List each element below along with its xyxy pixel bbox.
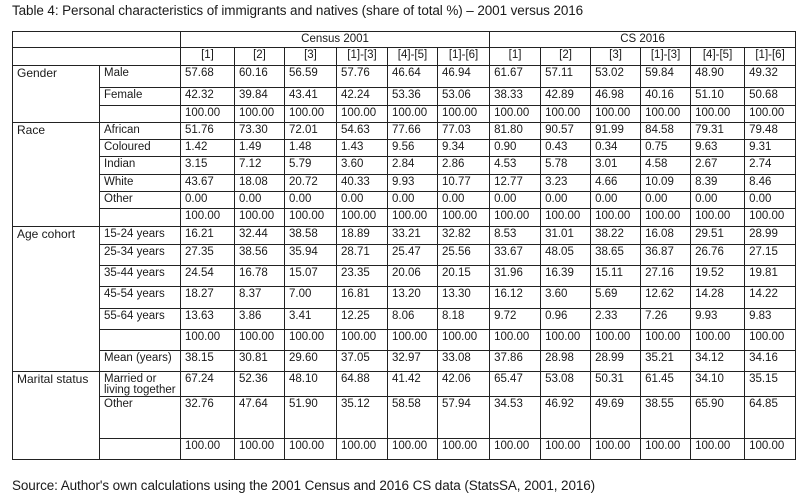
value-cell: 40.33 — [337, 175, 388, 192]
row-label: 55-64 years — [100, 309, 181, 330]
value-cell: 16.12 — [490, 287, 541, 309]
value-cell: 31.01 — [541, 227, 591, 245]
value-cell: 5.78 — [541, 157, 591, 175]
value-cell: 12.25 — [337, 309, 388, 330]
value-cell: 57.94 — [438, 397, 490, 439]
value-cell: 64.85 — [745, 397, 796, 439]
value-cell: 16.78 — [235, 266, 285, 287]
value-cell: 2.84 — [388, 157, 438, 175]
value-cell: 13.63 — [181, 309, 235, 330]
value-cell: 48.90 — [691, 66, 745, 88]
value-cell: 36.87 — [641, 245, 691, 266]
value-cell: 100.00 — [438, 439, 490, 460]
value-cell: 100.00 — [337, 209, 388, 227]
value-cell: 100.00 — [235, 330, 285, 351]
value-cell: 16.21 — [181, 227, 235, 245]
value-cell: 100.00 — [541, 330, 591, 351]
column-header: [1]-[6] — [745, 48, 796, 66]
value-cell: 2.33 — [591, 309, 641, 330]
value-cell: 77.03 — [438, 123, 490, 140]
value-cell: 33.08 — [438, 351, 490, 372]
value-cell: 12.77 — [490, 175, 541, 192]
column-header: [2] — [541, 48, 591, 66]
value-cell: 100.00 — [181, 439, 235, 460]
table-row — [13, 287, 796, 309]
table-row — [13, 372, 796, 397]
value-cell: 47.64 — [235, 397, 285, 439]
value-cell: 0.00 — [285, 192, 337, 209]
value-cell: 59.84 — [641, 66, 691, 88]
value-cell: 43.41 — [285, 88, 337, 106]
value-cell: 38.22 — [591, 227, 641, 245]
column-header: [4]-[5] — [691, 48, 745, 66]
value-cell: 100.00 — [181, 209, 235, 227]
value-cell: 57.11 — [541, 66, 591, 88]
value-cell: 25.56 — [438, 245, 490, 266]
value-cell: 38.33 — [490, 88, 541, 106]
value-cell: 9.56 — [388, 140, 438, 157]
value-cell: 100.00 — [541, 209, 591, 227]
value-cell: 100.00 — [641, 106, 691, 123]
value-cell: 0.00 — [337, 192, 388, 209]
value-cell: 100.00 — [235, 209, 285, 227]
value-cell: 9.34 — [438, 140, 490, 157]
row-label: Other — [100, 192, 181, 209]
value-cell: 100.00 — [285, 439, 337, 460]
value-cell: 26.76 — [691, 245, 745, 266]
value-cell: 25.47 — [388, 245, 438, 266]
value-cell: 29.60 — [285, 351, 337, 372]
value-cell: 100.00 — [691, 209, 745, 227]
value-cell: 79.31 — [691, 123, 745, 140]
row-label: African — [100, 123, 181, 140]
value-cell: 0.34 — [591, 140, 641, 157]
value-cell: 9.72 — [490, 309, 541, 330]
category-cell: Age cohort — [13, 227, 100, 372]
value-cell: 32.82 — [438, 227, 490, 245]
row-label: 25-34 years — [100, 245, 181, 266]
value-cell: 72.01 — [285, 123, 337, 140]
value-cell: 38.15 — [181, 351, 235, 372]
category-cell: Gender — [13, 66, 100, 123]
value-cell: 61.45 — [641, 372, 691, 397]
group-cs-2016: CS 2016 — [490, 32, 796, 48]
value-cell: 8.37 — [235, 287, 285, 309]
value-cell: 35.21 — [641, 351, 691, 372]
source-note: Source: Author's own calculations using the 2001 Census and 2016 CS data (StatsSA, 2001, 2016) — [12, 478, 596, 493]
value-cell: 42.32 — [181, 88, 235, 106]
value-cell: 32.44 — [235, 227, 285, 245]
value-cell: 100.00 — [388, 330, 438, 351]
row-label: 15-24 years — [100, 227, 181, 245]
value-cell: 3.41 — [285, 309, 337, 330]
row-label: White — [100, 175, 181, 192]
value-cell: 27.35 — [181, 245, 235, 266]
value-cell: 3.23 — [541, 175, 591, 192]
value-cell: 100.00 — [541, 439, 591, 460]
value-cell: 100.00 — [745, 439, 796, 460]
column-header: [1]-[6] — [438, 48, 490, 66]
value-cell: 0.00 — [691, 192, 745, 209]
value-cell: 0.00 — [541, 192, 591, 209]
value-cell: 100.00 — [181, 330, 235, 351]
value-cell: 15.11 — [591, 266, 641, 287]
value-cell: 38.56 — [235, 245, 285, 266]
table-row — [13, 157, 796, 175]
value-cell: 7.26 — [641, 309, 691, 330]
value-cell: 100.00 — [691, 330, 745, 351]
table-row — [13, 266, 796, 287]
table-row — [13, 227, 796, 245]
value-cell: 100.00 — [641, 439, 691, 460]
value-cell: 20.06 — [388, 266, 438, 287]
value-cell: 28.99 — [745, 227, 796, 245]
value-cell: 33.67 — [490, 245, 541, 266]
value-cell: 0.00 — [235, 192, 285, 209]
value-cell: 100.00 — [745, 209, 796, 227]
value-cell: 41.42 — [388, 372, 438, 397]
value-cell: 18.08 — [235, 175, 285, 192]
value-cell: 100.00 — [438, 209, 490, 227]
value-cell: 32.76 — [181, 397, 235, 439]
value-cell: 100.00 — [388, 209, 438, 227]
value-cell: 39.84 — [235, 88, 285, 106]
category-cell: Race — [13, 123, 100, 227]
value-cell: 8.53 — [490, 227, 541, 245]
value-cell: 16.08 — [641, 227, 691, 245]
table-row — [13, 245, 796, 266]
value-cell: 5.69 — [591, 287, 641, 309]
value-cell: 28.71 — [337, 245, 388, 266]
value-cell: 10.09 — [641, 175, 691, 192]
value-cell: 51.76 — [181, 123, 235, 140]
value-cell: 28.98 — [541, 351, 591, 372]
value-cell: 53.36 — [388, 88, 438, 106]
value-cell: 0.00 — [438, 192, 490, 209]
table-title: Table 4: Personal characteristics of immigrants and natives (share of total %) – 2001 versus 2016 — [12, 3, 584, 18]
value-cell: 91.99 — [591, 123, 641, 140]
value-cell: 18.27 — [181, 287, 235, 309]
value-cell: 34.16 — [745, 351, 796, 372]
value-cell: 100.00 — [337, 330, 388, 351]
value-cell: 46.64 — [388, 66, 438, 88]
table-row — [13, 397, 796, 439]
row-label: Mean (years) — [100, 351, 181, 372]
value-cell: 2.67 — [691, 157, 745, 175]
value-cell: 100.00 — [641, 330, 691, 351]
value-cell: 64.88 — [337, 372, 388, 397]
value-cell: 28.99 — [591, 351, 641, 372]
value-cell: 100.00 — [745, 330, 796, 351]
value-cell: 14.28 — [691, 287, 745, 309]
value-cell: 51.10 — [691, 88, 745, 106]
value-cell: 100.00 — [285, 106, 337, 123]
value-cell: 49.69 — [591, 397, 641, 439]
value-cell: 0.00 — [490, 192, 541, 209]
table-row — [13, 140, 796, 157]
value-cell: 3.60 — [337, 157, 388, 175]
value-cell: 0.00 — [181, 192, 235, 209]
value-cell: 2.74 — [745, 157, 796, 175]
value-cell: 73.30 — [235, 123, 285, 140]
group-census-2001: Census 2001 — [181, 32, 490, 48]
row-label: 35-44 years — [100, 266, 181, 287]
value-cell: 100.00 — [591, 439, 641, 460]
row-label — [100, 439, 181, 460]
value-cell: 0.90 — [490, 140, 541, 157]
value-cell: 60.16 — [235, 66, 285, 88]
value-cell: 100.00 — [641, 209, 691, 227]
value-cell: 58.58 — [388, 397, 438, 439]
value-cell: 27.16 — [641, 266, 691, 287]
value-cell: 4.58 — [641, 157, 691, 175]
value-cell: 1.49 — [235, 140, 285, 157]
value-cell: 13.20 — [388, 287, 438, 309]
value-cell: 56.59 — [285, 66, 337, 88]
value-cell: 100.00 — [490, 439, 541, 460]
value-cell: 3.60 — [541, 287, 591, 309]
group-header-row — [13, 32, 796, 48]
column-header: [4]-[5] — [388, 48, 438, 66]
value-cell: 57.68 — [181, 66, 235, 88]
value-cell: 50.68 — [745, 88, 796, 106]
value-cell: 90.57 — [541, 123, 591, 140]
table-row — [13, 192, 796, 209]
value-cell: 0.43 — [541, 140, 591, 157]
value-cell: 46.98 — [591, 88, 641, 106]
value-cell: 32.97 — [388, 351, 438, 372]
value-cell: 3.86 — [235, 309, 285, 330]
value-cell: 61.67 — [490, 66, 541, 88]
row-label: Indian — [100, 157, 181, 175]
table-row — [13, 175, 796, 192]
value-cell: 46.94 — [438, 66, 490, 88]
value-cell: 100.00 — [591, 106, 641, 123]
value-cell: 13.30 — [438, 287, 490, 309]
value-cell: 46.92 — [541, 397, 591, 439]
value-cell: 100.00 — [388, 439, 438, 460]
value-cell: 54.63 — [337, 123, 388, 140]
value-cell: 100.00 — [691, 439, 745, 460]
value-cell: 100.00 — [438, 330, 490, 351]
value-cell: 38.65 — [591, 245, 641, 266]
table-row — [13, 439, 796, 460]
value-cell: 79.48 — [745, 123, 796, 140]
value-cell: 3.01 — [591, 157, 641, 175]
table-row — [13, 309, 796, 330]
value-cell: 0.75 — [641, 140, 691, 157]
value-cell: 9.63 — [691, 140, 745, 157]
value-cell: 7.12 — [235, 157, 285, 175]
value-cell: 9.31 — [745, 140, 796, 157]
value-cell: 100.00 — [337, 439, 388, 460]
value-cell: 65.47 — [490, 372, 541, 397]
value-cell: 35.12 — [337, 397, 388, 439]
value-cell: 8.06 — [388, 309, 438, 330]
row-label — [100, 330, 181, 351]
value-cell: 15.07 — [285, 266, 337, 287]
value-cell: 19.52 — [691, 266, 745, 287]
value-cell: 57.76 — [337, 66, 388, 88]
category-cell: Marital status — [13, 372, 100, 460]
value-cell: 100.00 — [745, 106, 796, 123]
value-cell: 1.43 — [337, 140, 388, 157]
value-cell: 31.96 — [490, 266, 541, 287]
value-cell: 0.96 — [541, 309, 591, 330]
value-cell: 37.05 — [337, 351, 388, 372]
value-cell: 42.24 — [337, 88, 388, 106]
value-cell: 100.00 — [285, 209, 337, 227]
value-cell: 100.00 — [438, 106, 490, 123]
row-label — [100, 106, 181, 123]
value-cell: 100.00 — [490, 106, 541, 123]
value-cell: 84.58 — [641, 123, 691, 140]
value-cell: 16.39 — [541, 266, 591, 287]
value-cell: 16.81 — [337, 287, 388, 309]
value-cell: 9.83 — [745, 309, 796, 330]
column-header-row — [13, 48, 796, 66]
value-cell: 100.00 — [181, 106, 235, 123]
column-header: [1] — [490, 48, 541, 66]
value-cell: 40.16 — [641, 88, 691, 106]
value-cell: 34.10 — [691, 372, 745, 397]
value-cell: 34.53 — [490, 397, 541, 439]
value-cell: 100.00 — [691, 106, 745, 123]
value-cell: 48.10 — [285, 372, 337, 397]
data-table — [12, 31, 796, 460]
table-row — [13, 123, 796, 140]
value-cell: 3.15 — [181, 157, 235, 175]
value-cell: 100.00 — [541, 106, 591, 123]
row-label: Coloured — [100, 140, 181, 157]
value-cell: 37.86 — [490, 351, 541, 372]
value-cell: 0.00 — [388, 192, 438, 209]
value-cell: 27.15 — [745, 245, 796, 266]
value-cell: 30.81 — [235, 351, 285, 372]
value-cell: 8.46 — [745, 175, 796, 192]
value-cell: 7.00 — [285, 287, 337, 309]
table-row — [13, 330, 796, 351]
row-label — [100, 209, 181, 227]
value-cell: 51.90 — [285, 397, 337, 439]
value-cell: 18.89 — [337, 227, 388, 245]
value-cell: 65.90 — [691, 397, 745, 439]
value-cell: 29.51 — [691, 227, 745, 245]
value-cell: 0.00 — [745, 192, 796, 209]
column-header: [3] — [591, 48, 641, 66]
value-cell: 9.93 — [388, 175, 438, 192]
value-cell: 0.00 — [591, 192, 641, 209]
value-cell: 1.48 — [285, 140, 337, 157]
value-cell: 35.94 — [285, 245, 337, 266]
value-cell: 100.00 — [490, 209, 541, 227]
value-cell: 38.55 — [641, 397, 691, 439]
value-cell: 100.00 — [285, 330, 337, 351]
value-cell: 9.93 — [691, 309, 745, 330]
value-cell: 100.00 — [235, 439, 285, 460]
column-header: [2] — [235, 48, 285, 66]
value-cell: 20.72 — [285, 175, 337, 192]
value-cell: 35.15 — [745, 372, 796, 397]
value-cell: 23.35 — [337, 266, 388, 287]
value-cell: 14.22 — [745, 287, 796, 309]
value-cell: 43.67 — [181, 175, 235, 192]
value-cell: 0.00 — [641, 192, 691, 209]
value-cell: 8.18 — [438, 309, 490, 330]
value-cell: 53.08 — [541, 372, 591, 397]
value-cell: 100.00 — [388, 106, 438, 123]
value-cell: 49.32 — [745, 66, 796, 88]
row-label: 45-54 years — [100, 287, 181, 309]
table-row — [13, 66, 796, 88]
row-label: Male — [100, 66, 181, 88]
value-cell: 53.02 — [591, 66, 641, 88]
column-header: [1]-[3] — [641, 48, 691, 66]
value-cell: 100.00 — [591, 209, 641, 227]
value-cell: 8.39 — [691, 175, 745, 192]
value-cell: 4.66 — [591, 175, 641, 192]
value-cell: 50.31 — [591, 372, 641, 397]
value-cell: 2.86 — [438, 157, 490, 175]
value-cell: 42.06 — [438, 372, 490, 397]
value-cell: 12.62 — [641, 287, 691, 309]
value-cell: 100.00 — [337, 106, 388, 123]
value-cell: 10.77 — [438, 175, 490, 192]
value-cell: 20.15 — [438, 266, 490, 287]
value-cell: 5.79 — [285, 157, 337, 175]
value-cell: 48.05 — [541, 245, 591, 266]
value-cell: 24.54 — [181, 266, 235, 287]
value-cell: 42.89 — [541, 88, 591, 106]
value-cell: 19.81 — [745, 266, 796, 287]
value-cell: 38.58 — [285, 227, 337, 245]
value-cell: 52.36 — [235, 372, 285, 397]
value-cell: 1.42 — [181, 140, 235, 157]
row-label: Married or living together — [100, 372, 181, 397]
value-cell: 33.21 — [388, 227, 438, 245]
value-cell: 77.66 — [388, 123, 438, 140]
table-row — [13, 351, 796, 372]
value-cell: 100.00 — [490, 330, 541, 351]
value-cell: 100.00 — [591, 330, 641, 351]
row-label: Female — [100, 88, 181, 106]
value-cell: 81.80 — [490, 123, 541, 140]
column-header: [3] — [285, 48, 337, 66]
table-row — [13, 88, 796, 106]
value-cell: 4.53 — [490, 157, 541, 175]
value-cell: 53.06 — [438, 88, 490, 106]
value-cell: 67.24 — [181, 372, 235, 397]
value-cell: 34.12 — [691, 351, 745, 372]
table-row — [13, 106, 796, 123]
column-header: [1]-[3] — [337, 48, 388, 66]
value-cell: 100.00 — [235, 106, 285, 123]
row-label: Other — [100, 397, 181, 439]
table-row — [13, 209, 796, 227]
column-header: [1] — [181, 48, 235, 66]
